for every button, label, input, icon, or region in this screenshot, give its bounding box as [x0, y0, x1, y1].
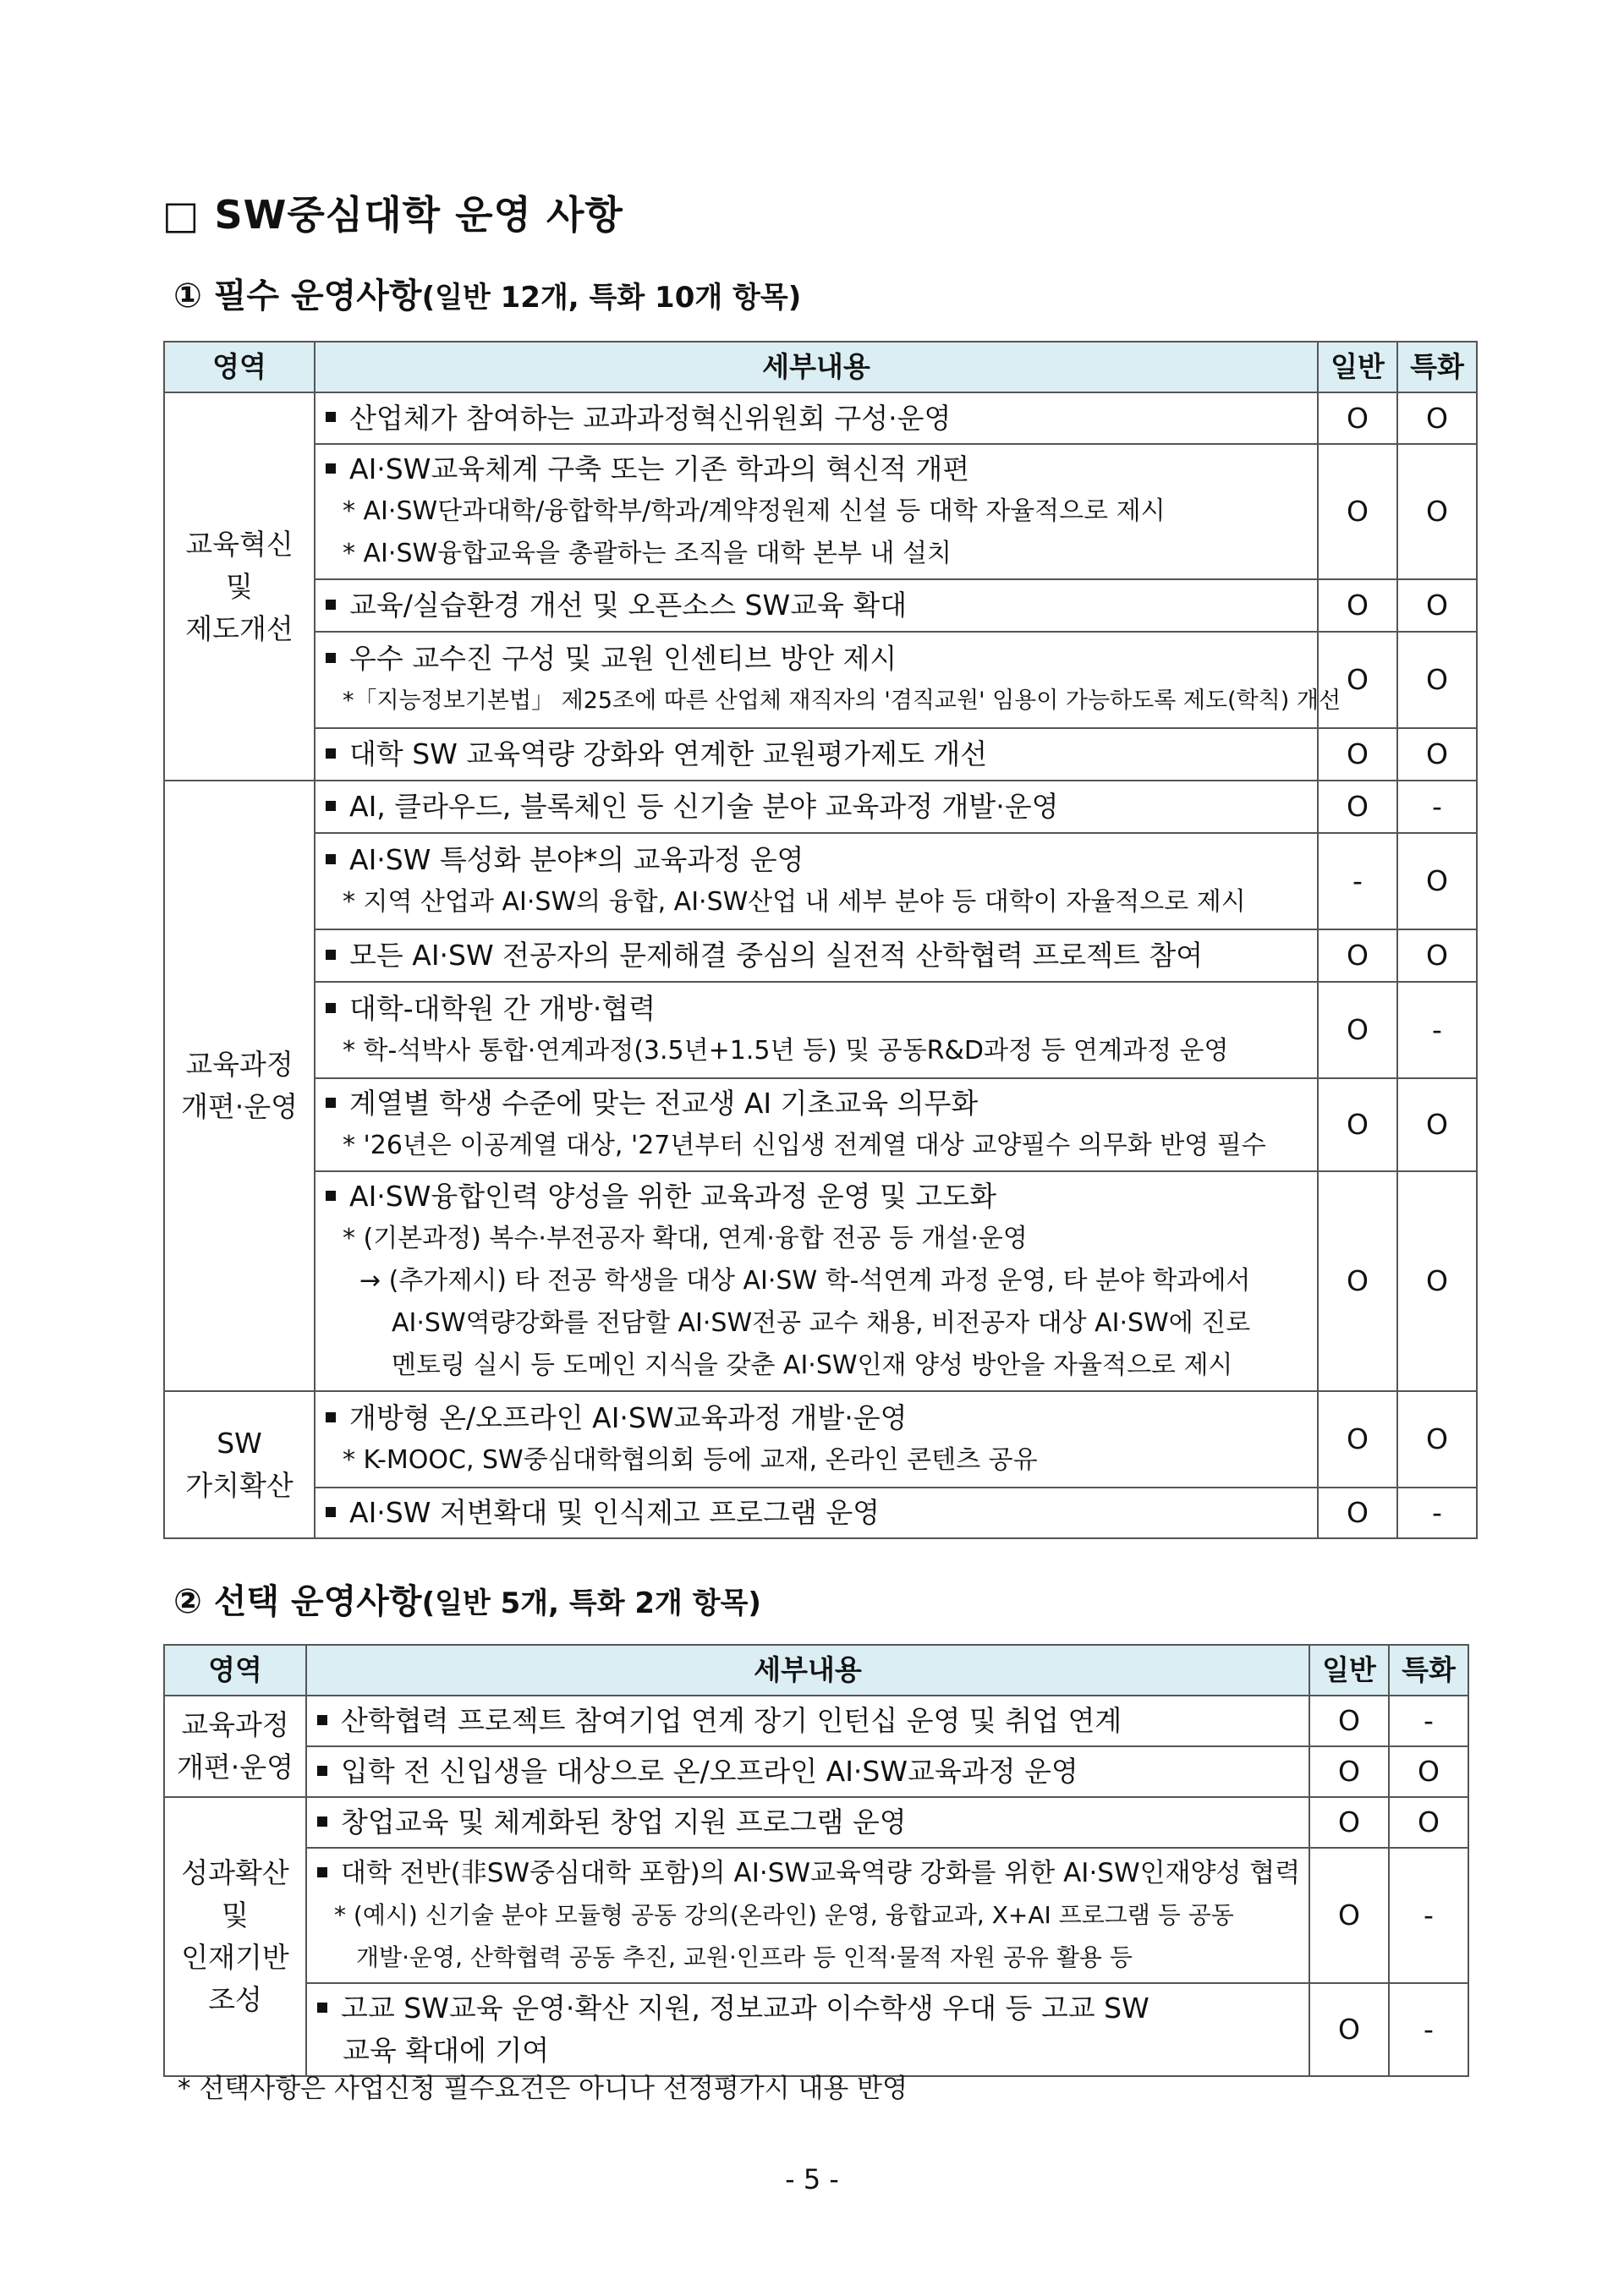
area-label: 교육혁신 및 제도개선 — [185, 527, 294, 645]
detail-cell: 교육/실습환경 개선 및 오픈소스 SW교육 확대 — [315, 579, 1318, 632]
detail-cell: AI·SW 특성화 분야*의 교육과정 운영 * 지역 산업과 AI·SW의 융합, AI·SW산업 내 세부 분야 등 대학이 자율적으로 제시 — [315, 833, 1318, 929]
general-mark: O — [1309, 1848, 1389, 1983]
special-mark: - — [1397, 1488, 1477, 1538]
detail-cell: 고교 SW교육 운영·확산 지원, 정보교과 이수학생 우대 등 고교 SW 교육 확대에 기여 — [306, 1983, 1309, 2076]
area-cell — [164, 392, 315, 781]
table-row — [164, 579, 1477, 632]
general-mark: O — [1318, 728, 1397, 781]
table-row — [164, 833, 1477, 929]
detail-cell: 모든 AI·SW 전공자의 문제해결 중심의 실전적 산학협력 프로젝트 참여 — [315, 929, 1318, 982]
general-mark: O — [1309, 1746, 1389, 1797]
col-header-special: 특화 — [1389, 1645, 1468, 1696]
section-1-heading — [173, 269, 801, 317]
section-2-count: (일반 5개, 특화 2개 항목) — [421, 1586, 761, 1620]
special-mark: O — [1397, 579, 1477, 632]
area-label: 교육과정 개편·운영 — [180, 1048, 298, 1123]
area-label: 성과확산 및 인재기반 조성 — [181, 1856, 289, 2016]
table-row — [164, 1983, 1468, 2076]
detail-cell: AI·SW융합인력 양성을 위한 교육과정 운영 및 고도화 * (기본과정) 복수·부전공자 확대, 연계·융합 전공 등 개설·운영 → (추가제시) 타 전공 학생을 대상 AI·SW 학-석연계 과정 운영, 타 분야 학과에서 AI·SW역량강화를 전담할 AI·SW전공 교수 채용, 비전공자 대상 AI·SW에 진로 멘토링 실시 등 도메인 지식을 갖춘 AI·SW인재 양성 방안을 자율적으로 제시 — [315, 1171, 1318, 1391]
general-mark: O — [1318, 392, 1397, 444]
page-title: □ SW중심대학 운영 사항 — [162, 192, 623, 238]
area-cell — [164, 1797, 306, 2076]
col-header-general: 일반 — [1318, 342, 1397, 392]
detail-cell: 대학-대학원 간 개방·협력 * 학-석박사 통합·연계과정(3.5년+1.5년 등) 및 공동R&D과정 등 연계과정 운영 — [315, 982, 1318, 1078]
page-number: - 5 - — [785, 2163, 839, 2195]
general-mark: O — [1309, 1696, 1389, 1746]
special-mark: O — [1389, 1746, 1468, 1797]
general-mark: O — [1318, 1488, 1397, 1538]
col-header-general: 일반 — [1309, 1645, 1389, 1696]
table-row — [164, 1391, 1477, 1488]
section-1-count: (일반 12개, 특화 10개 항목) — [421, 281, 802, 315]
col-header-area: 영역 — [164, 1645, 306, 1696]
table-row — [164, 392, 1477, 444]
table-row — [164, 1746, 1468, 1797]
general-mark: O — [1318, 444, 1397, 579]
detail-cell: 산업체가 참여하는 교과과정혁신위원회 구성·운영 — [315, 392, 1318, 444]
special-mark: - — [1389, 1696, 1468, 1746]
table-row — [164, 728, 1477, 781]
area-label: 교육과정 개편·운영 — [176, 1708, 294, 1784]
table-row — [164, 444, 1477, 579]
detail-cell: 대학 전반(非SW중심대학 포함)의 AI·SW교육역량 강화를 위한 AI·SW인재양성 협력 * (예시) 신기술 분야 모듈형 공동 강의(온라인) 운영, 융합교과, X+AI 프로그램 등 공동 개발·운영, 산학협력 공동 추진, 교원·인프라 등 인적·물적 자원 공유 활용 등 — [306, 1848, 1309, 1983]
general-mark: - — [1318, 833, 1397, 929]
table-row — [164, 1078, 1477, 1171]
area-cell — [164, 1696, 306, 1797]
table-row — [164, 982, 1477, 1078]
section-2-title: ② 선택 운영사항 — [173, 1582, 422, 1621]
special-mark: O — [1389, 1797, 1468, 1848]
detail-cell: 창업교육 및 체계화된 창업 지원 프로그램 운영 — [306, 1797, 1309, 1848]
detail-cell: 대학 SW 교육역량 강화와 연계한 교원평가제도 개선 — [315, 728, 1318, 781]
detail-cell: 우수 교수진 구성 및 교원 인센티브 방안 제시 *「지능정보기본법」 제25조에 따른 산업체 재직자의 '겸직교원' 임용이 가능하도록 제도(학칙) 개선 — [315, 632, 1318, 728]
table-row — [164, 1488, 1477, 1538]
table-row — [164, 1171, 1477, 1391]
section-1-title: ① 필수 운영사항 — [173, 277, 422, 315]
general-mark: O — [1318, 632, 1397, 728]
special-mark: - — [1389, 1983, 1468, 2076]
area-cell — [164, 781, 315, 1391]
special-mark: - — [1397, 781, 1477, 833]
general-mark: O — [1318, 982, 1397, 1078]
table-row — [164, 929, 1477, 982]
general-mark: O — [1318, 1078, 1397, 1171]
general-mark: O — [1318, 579, 1397, 632]
special-mark: O — [1397, 833, 1477, 929]
col-header-detail: 세부내용 — [306, 1645, 1309, 1696]
special-mark: O — [1397, 1171, 1477, 1391]
general-mark: O — [1309, 1797, 1389, 1848]
col-header-area: 영역 — [164, 342, 315, 392]
detail-cell: AI, 클라우드, 블록체인 등 신기술 분야 교육과정 개발·운영 — [315, 781, 1318, 833]
table-header-row — [164, 342, 1477, 392]
special-mark: O — [1397, 632, 1477, 728]
table-row — [164, 1848, 1468, 1983]
col-header-special: 특화 — [1397, 342, 1477, 392]
special-mark: O — [1397, 392, 1477, 444]
special-mark: O — [1397, 929, 1477, 982]
footnote: * 선택사항은 사업신청 필수요건은 아니나 선정평가시 내용 반영 — [178, 2074, 908, 2104]
special-mark: O — [1397, 1391, 1477, 1488]
special-mark: O — [1397, 1078, 1477, 1171]
general-mark: O — [1309, 1983, 1389, 2076]
area-cell — [164, 1391, 315, 1538]
optional-items-table — [163, 1644, 1469, 2077]
table-row — [164, 1797, 1468, 1848]
detail-cell: AI·SW 저변확대 및 인식제고 프로그램 운영 — [315, 1488, 1318, 1538]
detail-cell: 개방형 온/오프라인 AI·SW교육과정 개발·운영 * K-MOOC, SW중심대학협의회 등에 교재, 온라인 콘텐츠 공유 — [315, 1391, 1318, 1488]
section-2-heading — [173, 1575, 761, 1623]
special-mark: O — [1397, 728, 1477, 781]
detail-cell: 입학 전 신입생을 대상으로 온/오프라인 AI·SW교육과정 운영 — [306, 1746, 1309, 1797]
required-items-table — [163, 341, 1478, 1539]
detail-cell: 산학협력 프로젝트 참여기업 연계 장기 인턴십 운영 및 취업 연계 — [306, 1696, 1309, 1746]
general-mark: O — [1318, 781, 1397, 833]
general-mark: O — [1318, 1391, 1397, 1488]
general-mark: O — [1318, 929, 1397, 982]
special-mark: O — [1397, 444, 1477, 579]
table-row — [164, 781, 1477, 833]
general-mark: O — [1318, 1171, 1397, 1391]
special-mark: - — [1397, 982, 1477, 1078]
special-mark: - — [1389, 1848, 1468, 1983]
detail-cell: 계열별 학생 수준에 맞는 전교생 AI 기초교육 의무화 * '26년은 이공계열 대상, '27년부터 신입생 전계열 대상 교양필수 의무화 반영 필수 — [315, 1078, 1318, 1171]
table-header-row — [164, 1645, 1468, 1696]
table-row — [164, 632, 1477, 728]
area-label: SW 가치확산 — [185, 1427, 294, 1502]
detail-cell: AI·SW교육체계 구축 또는 기존 학과의 혁신적 개편 * AI·SW단과대학/융합학부/학과/계약정원제 신설 등 대학 자율적으로 제시 * AI·SW융합교육을 총괄하는 조직을 대학 본부 내 설치 — [315, 444, 1318, 579]
table-row — [164, 1696, 1468, 1746]
col-header-detail: 세부내용 — [315, 342, 1318, 392]
